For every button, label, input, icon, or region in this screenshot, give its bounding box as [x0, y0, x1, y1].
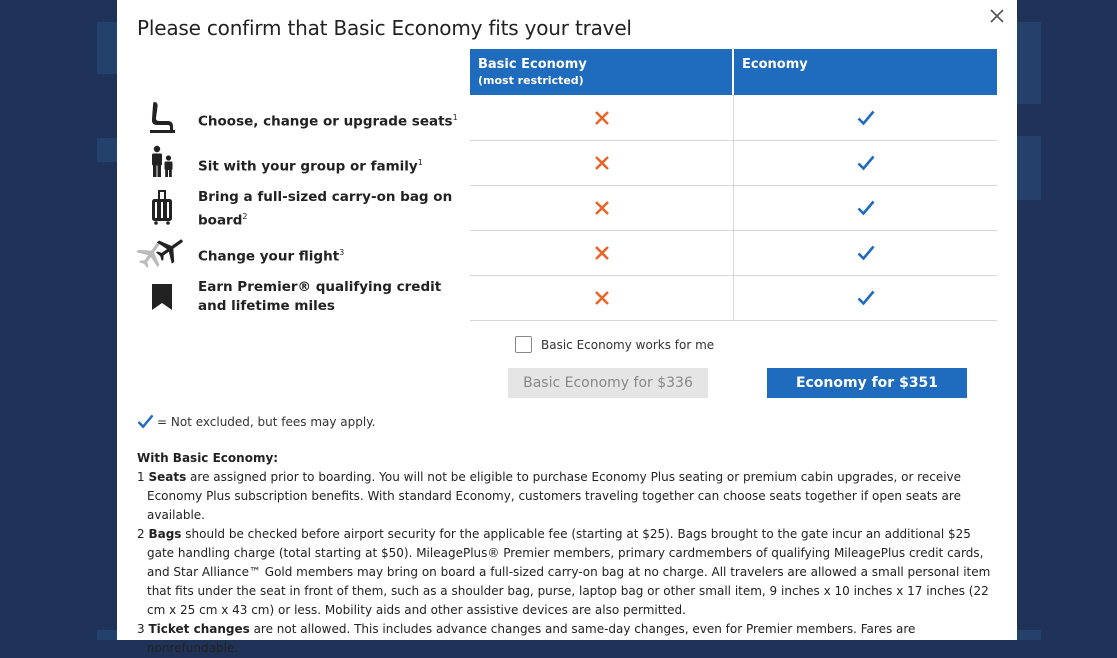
note-item-seats — [137, 468, 997, 525]
background-panel-left — [97, 22, 117, 74]
note-number: 3 — [137, 622, 145, 636]
modal-title: Please confirm that Basic Economy fits your travel — [137, 16, 632, 40]
column-header-basic-economy — [470, 49, 732, 95]
note-keyword: Seats — [148, 470, 187, 484]
footnote-marker: 2 — [242, 212, 248, 221]
column-subtitle-basic-economy: (most restricted) — [478, 74, 584, 87]
column-header-economy — [734, 49, 997, 95]
feature-label: Choose, change or upgrade seats — [198, 113, 453, 130]
economy-cell-carry-on — [734, 185, 997, 231]
background-panel-right — [1017, 22, 1041, 104]
basic-economy-notes — [137, 449, 997, 658]
seat-icon — [137, 97, 187, 137]
background-panel-bottom-left — [97, 630, 117, 640]
background-panel-right-2 — [1017, 136, 1041, 200]
basic-economy-cell-premier-credit — [470, 275, 734, 321]
note-item-bags — [137, 525, 997, 620]
basic-economy-confirm-checkbox[interactable] — [515, 336, 532, 353]
note-item-ticket-changes — [137, 620, 997, 658]
note-text: should be checked before airport security for the applicable fee (starting at $25). Bags brought to the gate incur an additional $25 gate handling charge (total starting at $50). MileagePlus® Premier members, primary cardmembers of qualifying MileagePlus credit cards, and Star Alliance™ Gold members may bring on board a full-sized carry-on bag at no charge. All travelers are allowed a small personal item that fits under the seat in front of them, such as a shoulder bag, purse, laptop bag or other small item, 9 inches x 10 inches x 17 inches (22 cm x 25 cm x 43 cm) or less. Mobility aids and other assistive devices are also permitted. — [147, 527, 991, 617]
feature-row-carry-on — [137, 185, 467, 230]
cross-icon — [594, 200, 610, 216]
footnote-marker: 3 — [339, 248, 345, 257]
column-title-basic-economy: Basic Economy — [478, 57, 587, 72]
checkmark-icon — [137, 414, 154, 429]
footnote-marker: 1 — [452, 113, 458, 122]
feature-row-premier-credit — [137, 275, 467, 320]
checkmark-icon — [857, 155, 875, 171]
checkmark-icon — [857, 245, 875, 261]
feature-row-change-flight — [137, 230, 467, 275]
checkmark-icon — [857, 110, 875, 126]
basic-economy-cell-carry-on — [470, 185, 734, 231]
background-panel-bottom-right — [1017, 630, 1041, 640]
note-number: 2 — [137, 527, 145, 541]
note-number: 1 — [137, 470, 145, 484]
footnote-marker: 1 — [417, 158, 423, 167]
airplanes-icon — [137, 232, 187, 272]
basic-economy-modal — [117, 0, 1017, 655]
basic-economy-cell-seats — [470, 95, 734, 141]
note-keyword: Bags — [148, 527, 182, 541]
basic-economy-confirm-row[interactable] — [515, 336, 714, 353]
legend-text: = Not excluded, but fees may apply. — [157, 414, 376, 429]
notes-heading: With Basic Economy: — [137, 451, 279, 465]
economy-cell-change-flight — [734, 230, 997, 276]
feature-label: Change your flight — [198, 248, 340, 265]
basic-economy-cell-change-flight — [470, 230, 734, 276]
basic-economy-confirm-label[interactable]: Basic Economy works for me — [541, 337, 715, 352]
luggage-icon — [137, 187, 187, 227]
column-title-economy: Economy — [742, 57, 808, 72]
feature-label: Bring a full-sized carry-on bag on board — [198, 189, 453, 229]
feature-row-group — [137, 140, 467, 185]
feature-label: Sit with your group or family — [198, 158, 418, 175]
basic-economy-select-button[interactable]: Basic Economy for $336 — [508, 368, 708, 398]
cross-icon — [594, 290, 610, 306]
cross-icon — [594, 245, 610, 261]
note-keyword: Ticket changes — [148, 622, 250, 636]
checkmark-icon — [857, 290, 875, 306]
economy-cell-seats — [734, 95, 997, 141]
feature-label: Earn Premier® qualifying credit and lifetime miles — [198, 279, 442, 314]
note-text: are not allowed. This includes advance changes and same-day changes, even for Premier members. Fares are nonrefundable. — [147, 622, 916, 655]
cross-icon — [594, 155, 610, 171]
economy-select-button[interactable]: Economy for $351 — [767, 368, 967, 398]
note-text: are assigned prior to boarding. You will not be eligible to purchase Economy Plus seating or premium cabin upgrades, or receive Economy Plus subscription benefits. With standard Economy, customers traveling together can choose seats together if open seats are available. — [147, 470, 962, 522]
basic-economy-cell-group — [470, 140, 734, 186]
bookmark-icon — [137, 277, 187, 317]
legend — [137, 414, 375, 429]
family-icon — [137, 142, 187, 182]
close-icon[interactable] — [987, 6, 1007, 26]
economy-cell-group — [734, 140, 997, 186]
economy-cell-premier-credit — [734, 275, 997, 321]
cross-icon — [594, 110, 610, 126]
feature-row-seats — [137, 95, 467, 140]
background-panel-left-2 — [97, 138, 117, 162]
checkmark-icon — [857, 200, 875, 216]
